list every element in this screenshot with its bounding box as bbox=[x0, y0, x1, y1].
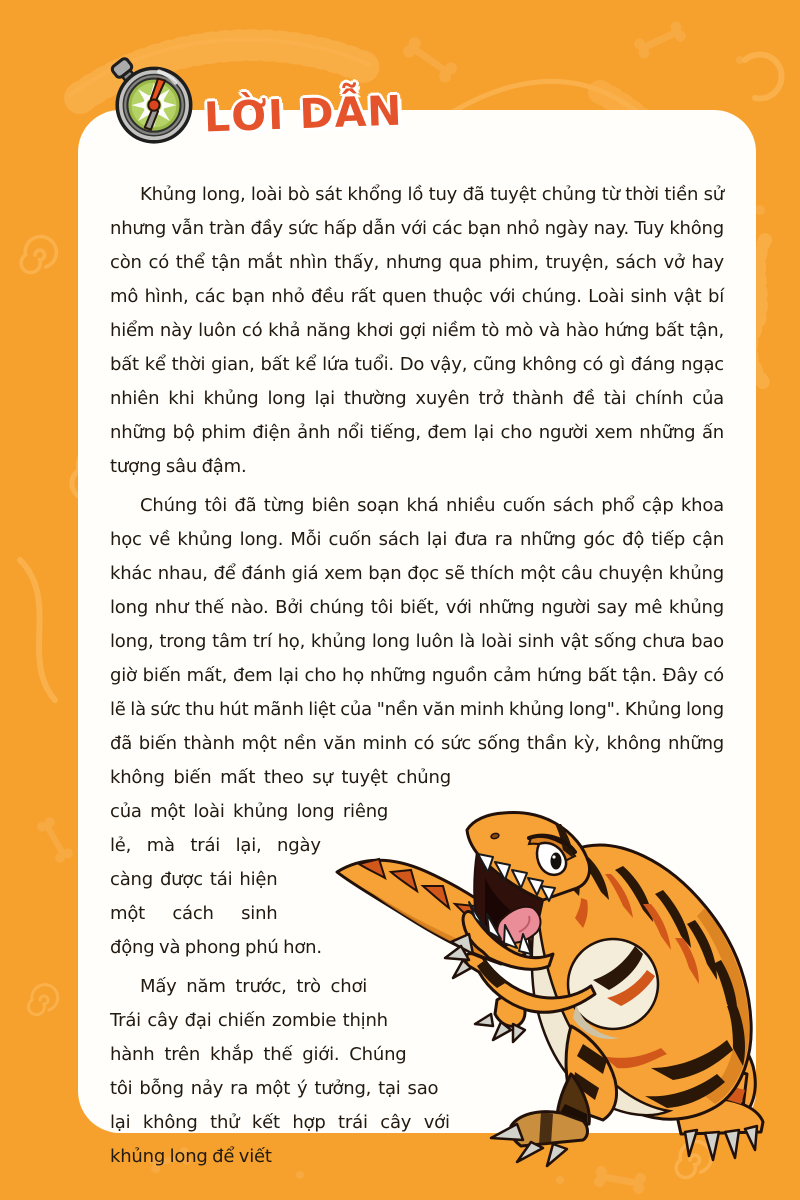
compass-icon bbox=[110, 50, 202, 150]
dinosaur-illustration bbox=[325, 808, 765, 1198]
paragraph-1: Khủng long, loài bò sát khổng lồ tuy đã tuyệt chủng từ thời tiền sử nhưng vẫn tràn đầy sức hấp dẫn với các bạn nhỏ ngày nay. Tuy không còn có thể tận mắt nhìn thấy, nhưng qua phim, truyện, sách vở hay mô hình, các bạn nhỏ đều rất quen thuộc với chúng. Loài sinh vật bí hiểm này luôn có khả năng khơi gợi niềm tò mò và hào hứng bất tận, bất kể thời gian, bất kể lứa tuổi. Do vậy, cũng không có gì đáng ngạc nhiên khi khủng long lại thường xuyên trở thành đề tài chính của những bộ phim điện ảnh nổi tiếng, đem lại cho người xem những ấn tượng sâu đậm. bbox=[110, 184, 724, 477]
page-title: LỜI DẪN bbox=[203, 86, 404, 142]
paragraph-2: Chúng tôi đã từng biên soạn khá nhiều cuốn sách phổ cập khoa học về khủng long. Mỗi cuốn sách lại đưa ra những góc độ tiếp cận khác nhau, để đánh giá xem bạn đọc sẽ thích một câu chuyện khủng long như thế nào. Bởi chúng tôi biết, với những người say mê khủng long, trong tâm trí họ, khủng long luôn là loài sinh vật sống chưa bao giờ biến mất, đem lại cho họ những nguồn cảm hứng bất tận. Đây có lẽ là sức thu hút mãnh liệt của "nền văn minh khủng long". Khủng long đã biến thành một nền văn minh có sức sống thần kỳ, không những không biến mất theo sự tuyệt chủng của một loài khủng long riêng lẻ, mà trái lại, ngày càng được tái hiện một cách sinh động và phong phú hơn. bbox=[110, 495, 724, 958]
paragraph-3: Mấy năm trước, trò chơi Trái cây đại chiến zombie thịnh hành trên khắp thế giới. Chúng tôi bỗng nảy ra một ý tưởng, tại sao lại không thử kết hợp trái cây với khủng long để viết bbox=[110, 976, 450, 1167]
